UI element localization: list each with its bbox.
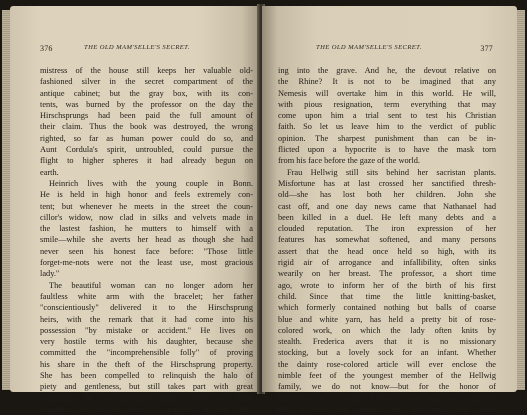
text-line: forget-me-nots were not the least use, most gracious	[40, 258, 253, 268]
text-line: cillor's widow, now clad in silks and velvets made in	[40, 212, 253, 222]
text-line: Aunt Cordula's spirit, untroubled, could pursue the	[40, 145, 253, 155]
text-line: antique cabinet; but the gray box, with its con-	[40, 88, 253, 98]
text-line: Hirschsprungs had been paid the full amount of	[40, 111, 253, 121]
paragraph	[40, 178, 253, 280]
text-line: Heinrich lives with the young couple in Bonn.	[49, 178, 253, 188]
left-page-number: 376	[40, 44, 53, 53]
paragraph	[278, 167, 496, 415]
left-page	[10, 6, 260, 414]
text-line: the dainty rose-colored article will ever enclose the	[278, 359, 496, 369]
text-line: colored work, on which the lady often knits by	[278, 325, 496, 335]
paragraph	[278, 65, 496, 167]
text-line: with pious resignation, term everything that may	[278, 99, 496, 109]
text-line: stocking, but a lovely sock for an infant. Whether	[278, 348, 496, 358]
text-line: The beautiful woman can no longer adorn her	[49, 280, 253, 290]
text-line: daughter, left to the care of strangers, is fast sink-	[40, 404, 253, 414]
text-line: child. Since that time the little knitting-basket,	[278, 291, 496, 301]
text-line: ostentation in all charitable plans, while her little	[40, 393, 253, 403]
right-page-body	[278, 65, 496, 415]
text-line: Misfortune has at last crossed her sanctified thresh-	[278, 178, 496, 188]
text-line: committed the "incomprehensible folly" of proving	[40, 348, 253, 358]
left-page-body	[40, 65, 253, 415]
text-line: humanity be it said: There is no soul so hardened	[278, 393, 496, 403]
text-line: tents, was burned by the professor on the day the	[40, 99, 253, 109]
text-line: wearily on her breast. The professor, a short time	[278, 269, 496, 279]
text-line: earth.	[40, 167, 59, 177]
text-line: faultless white arm with the bracelet; her father	[40, 291, 253, 301]
text-line: clouded reputation. The iron expression of her	[278, 224, 496, 234]
text-line: come upon him a trial sent to test his Christian	[278, 111, 496, 121]
text-line: their claim. Thus the book was destroyed, the wrong	[40, 122, 253, 132]
text-line: tent; but whenever he meets in the street the coun-	[40, 201, 253, 211]
text-line: flight to higher spheres it had already begun on	[40, 156, 253, 166]
right-page	[262, 6, 517, 414]
text-line: heirs, with the remark that it had come into his	[40, 314, 253, 324]
text-line: stealth. Frederica avers that it is no missionary	[278, 337, 496, 347]
text-line: ago, wrote to inform her of the birth of his first	[278, 280, 496, 290]
text-line: He is held in high honor and feels extremely con-	[40, 190, 253, 200]
text-line: ing into the grave. And he, the devout relative on	[278, 66, 496, 75]
text-line: "conscientiously" delivered it to the Hirschsprung	[40, 303, 253, 313]
text-line: righted, so far as human power could do so, and	[40, 133, 253, 143]
text-line: that it does not contain one soft spot, one noble	[278, 404, 496, 414]
left-running-title: THE OLD MAM'SELLE'S SECRET.	[84, 44, 190, 51]
text-line: family, we do not know—but for the honor of	[278, 382, 496, 392]
text-line: Frau Hellwig still sits behind her sacristan plants.	[287, 167, 496, 177]
text-line: flicted upon a hypocrite is to have the mask torn	[278, 145, 496, 155]
text-line: She has been compelled to relinquish the halo of	[40, 371, 253, 381]
right-page-number: 377	[480, 44, 493, 53]
text-line: assert that the head once held so high, with its	[278, 246, 496, 256]
text-line: opinion. The sharpest punishment than can be in-	[278, 133, 496, 143]
text-line: faith. So let us leave him to the verdict of public	[278, 122, 496, 132]
text-line: mistress of the house still keeps her valuable old-	[40, 66, 253, 75]
text-line: possession "by mistake or accident." He lives on	[40, 325, 253, 335]
paragraph	[40, 65, 253, 178]
text-line: the lastest fashion, he mutters to himself with a	[40, 224, 253, 234]
text-line: his share in the theft of the Hirschsprung property.	[40, 359, 253, 369]
text-line: cast off, and one day news came that Nathanael had	[278, 201, 496, 211]
text-line: old—she has lost both her children. John she	[278, 190, 496, 200]
paragraph	[40, 280, 253, 415]
right-page-edges	[516, 10, 525, 390]
text-line: lady."	[40, 269, 60, 279]
text-line: never seen his honest face before: "Those little	[40, 246, 253, 256]
text-line: very hostile terms with his daughter, because she	[40, 337, 253, 347]
text-line: nimble feet of the youngest member of the Hellwig	[278, 371, 496, 381]
text-line: which formerly contained nothing but balls of coarse	[278, 303, 496, 313]
text-line: been killed in a duel. He left many debts and a	[278, 212, 496, 222]
text-line: the Rhine? It is not to be imagined that any	[278, 77, 496, 87]
text-line: Nemesis will overtake him in this world. He will,	[278, 88, 496, 98]
text-line: rigid air of arrogance and infallibility, often sinks	[278, 258, 496, 268]
right-running-title: THE OLD MAM'SELLE'S SECRET.	[316, 44, 422, 51]
text-line: smile—while she averts her head as though she had	[40, 235, 253, 245]
text-line: blue and white yarn, has held a pretty bit of rose-	[278, 314, 496, 324]
text-line: from his face before the gaze of the world.	[278, 156, 421, 166]
text-line: piety and gentleness, but still takes part with great	[40, 382, 253, 392]
text-line: fashioned silver in the secret compartment of the	[40, 77, 253, 87]
text-line: features has somewhat softened, and many persons	[278, 235, 496, 245]
